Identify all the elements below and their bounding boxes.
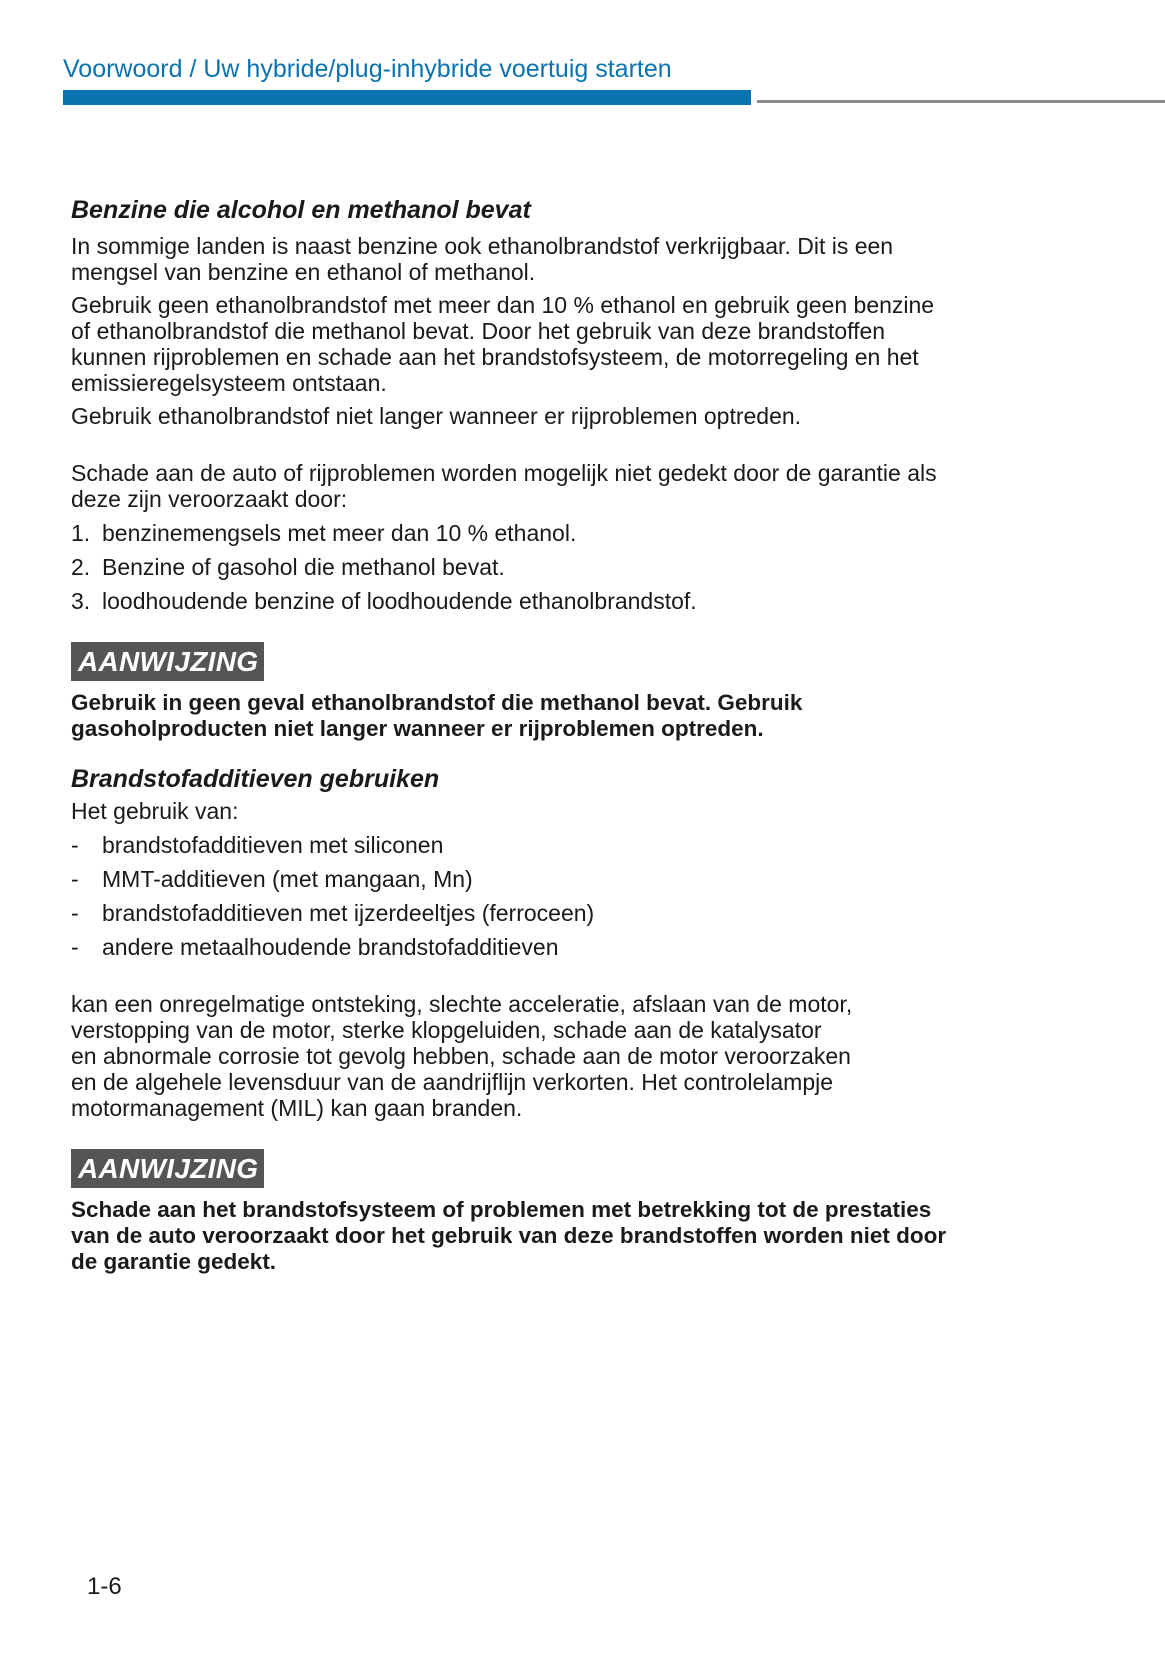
- paragraph-ethanol-usage: Gebruik geen ethanolbrandstof met meer dan 10 % ethanol en gebruik geen benzine of ethanolbrandstof die methanol bevat. Door het gebruik van deze brandstoffen kunnen rijproblemen en schade aan het brandstofsysteem, de motorregeling en het emissieregelsysteem ontstaan.: [71, 292, 935, 396]
- page-content: [71, 194, 1031, 1275]
- page-header-title: Voorwoord / Uw hybride/plug-inhybride voertuig starten: [63, 55, 672, 83]
- list-item: - brandstofadditieven met siliconen: [71, 832, 444, 858]
- notice-label: AANWIJZING: [71, 1149, 264, 1188]
- section-heading-alcohol-methanol: Benzine die alcohol en methanol bevat: [71, 196, 531, 224]
- notice-text-warranty: Schade aan het brandstofsysteem of problemen met betrekking tot de prestaties van de auto veroorzaakt door het gebruik van deze brandstoffen worden niet door de garantie gedekt.: [71, 1197, 947, 1274]
- header-bar-gray: [757, 100, 1165, 103]
- list-item: - andere metaalhoudende brandstofadditieven: [71, 934, 559, 960]
- header-bar-blue: [63, 90, 751, 105]
- page-number: 1-6: [87, 1573, 122, 1600]
- list-item: 3. loodhoudende benzine of loodhoudende ethanolbrandstof.: [71, 588, 697, 614]
- list-item: - MMT-additieven (met mangaan, Mn): [71, 866, 473, 892]
- additives-list: [71, 832, 1031, 960]
- list-item: - brandstofadditieven met ijzerdeeltjes (ferroceen): [71, 900, 595, 926]
- notice-text-methanol: Gebruik in geen geval ethanolbrandstof die methanol bevat. Gebruik gasoholproducten niet langer wanneer er rijproblemen optreden.: [71, 690, 803, 741]
- paragraph-additives-intro: Het gebruik van:: [71, 798, 239, 824]
- notice-label: AANWIJZING: [71, 642, 264, 681]
- paragraph-stop-usage: Gebruik ethanolbrandstof niet langer wanneer er rijproblemen optreden.: [71, 403, 802, 429]
- paragraph-warranty: Schade aan de auto of rijproblemen worden mogelijk niet gedekt door de garantie als deze zijn veroorzaakt door:: [71, 460, 937, 512]
- section-heading-fuel-additives: Brandstofadditieven gebruiken: [71, 765, 440, 793]
- warranty-cause-list: [71, 520, 1031, 614]
- paragraph-ethanol-availability: In sommige landen is naast benzine ook ethanolbrandstof verkrijgbaar. Dit is een mengsel van benzine en ethanol of methanol.: [71, 233, 894, 285]
- list-item: 1. benzinemengsels met meer dan 10 % ethanol.: [71, 520, 577, 546]
- paragraph-additive-effects: kan een onregelmatige ontsteking, slechte acceleratie, afslaan van de motor, verstopping van de motor, sterke klopgeluiden, schade aan de katalysator en abnormale corrosie tot gevolg hebben, schade aan de motor veroorzaken en de algehele levensduur van de aandrijflijn verkorten. Het controlelampje motormanagement (MIL) kan gaan branden.: [71, 991, 853, 1121]
- list-item: 2. Benzine of gasohol die methanol bevat.: [71, 554, 505, 580]
